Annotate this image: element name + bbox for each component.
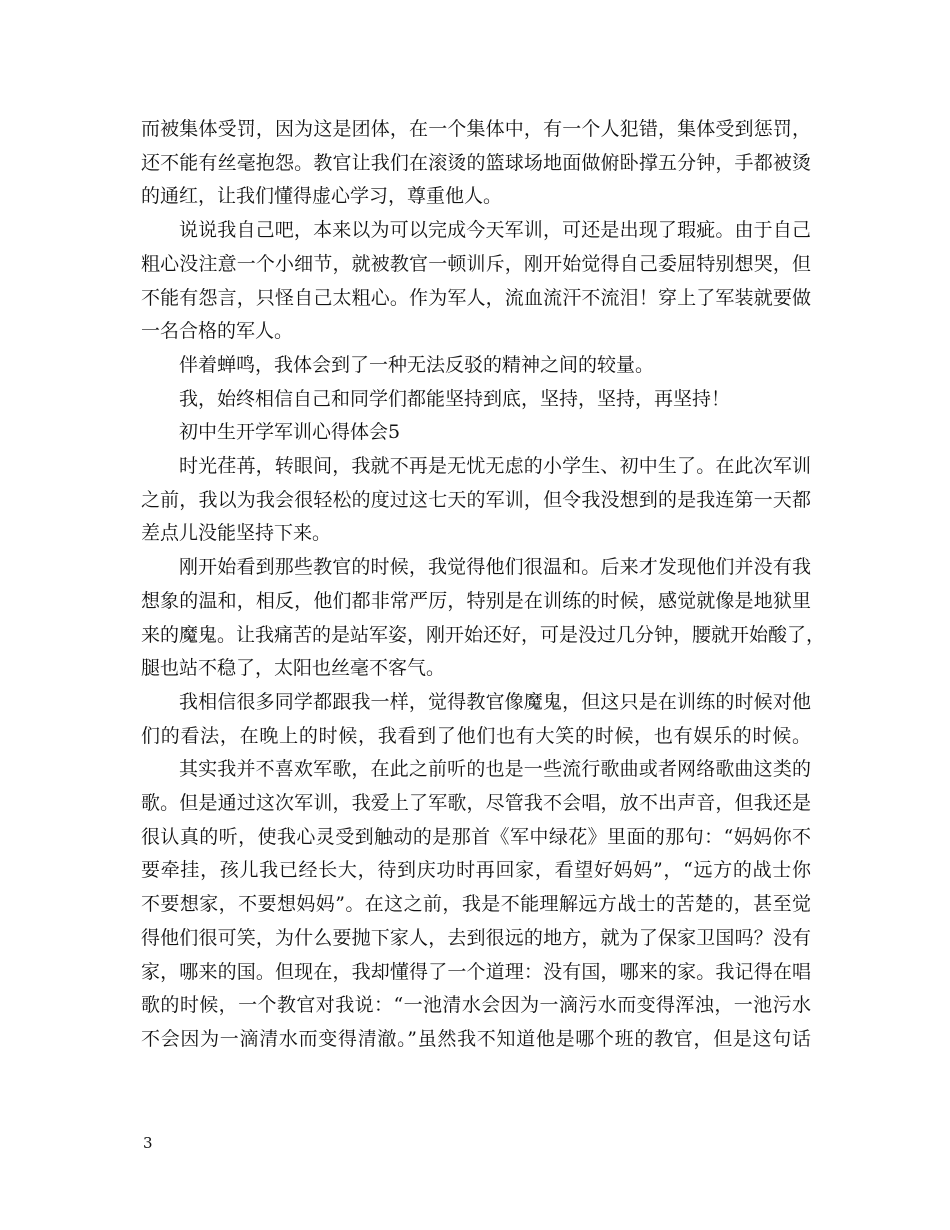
text-line: 之前，我以为我会很轻松的度过这七天的军训，但令我没想到的是我连第一天都 (141, 489, 811, 511)
text-line: 时光荏苒，转眼间，我就不再是无忧无虑的小学生、初中生了。在此次军训 (179, 455, 811, 477)
text-line: 要牵挂，孩儿我已经长大，待到庆功时再回家，看望好妈妈”，“远方的战士你 (141, 859, 811, 881)
text-line: 歌的时候，一个教官对我说：“一池清水会因为一滴污水而变得浑浊，一池污水 (141, 994, 811, 1016)
text-line: 而被集体受罚，因为这是团体，在一个集体中，有一个人犯错，集体受到惩罚， (141, 118, 811, 140)
text-line: 说说我自己吧，本来以为可以完成今天军训，可还是出现了瑕疵。由于自己 (179, 219, 811, 241)
text-line: 腿也站不稳了，太阳也丝毫不客气。 (141, 657, 446, 679)
text-line: 们的看法，在晚上的时候，我看到了他们也有大笑的时候，也有娱乐的时候。 (141, 725, 811, 747)
text-line: 很认真的听，使我心灵受到触动的是那首《军中绿花》里面的那句：“妈妈你不 (141, 826, 811, 848)
text-line: 歌。但是通过这次军训，我爱上了军歌，尽管我不会唱，放不出声音，但我还是 (141, 792, 811, 814)
text-line: 来的魔鬼。让我痛苦的是站军姿，刚开始还好，可是没过几分钟，腰就开始酸了， (141, 624, 826, 646)
text-line: 想象的温和，相反，他们都非常严厉，特别是在训练的时候，感觉就像是地狱里 (141, 590, 811, 612)
text-line: 我相信很多同学都跟我一样，觉得教官像魔鬼，但这只是在训练的时候对他 (179, 691, 811, 713)
page-number: 3 (143, 1134, 153, 1152)
text-line: 差点儿没能坚持下来。 (141, 522, 332, 544)
text-line: 其实我并不喜欢军歌，在此之前听的也是一些流行歌曲或者网络歌曲这类的 (179, 758, 811, 780)
text-line: 的通红，让我们懂得虚心学习，尊重他人。 (141, 185, 503, 207)
text-line: 伴着蝉鸣，我体会到了一种无法反驳的精神之间的较量。 (179, 354, 655, 376)
text-line: 不要想家，不要想妈妈”。在这之前，我是不能理解远方战士的苦楚的，甚至觉 (141, 893, 811, 915)
text-line: 得他们很可笑，为什么要抛下家人，去到很远的地方，就为了保家卫国吗？没有 (141, 927, 811, 949)
text-line: 不会因为一滴清水而变得清澈。”虽然我不知道他是哪个班的教官，但是这句话 (141, 1028, 811, 1050)
text-line: 刚开始看到那些教官的时候，我觉得他们很温和。后来才发现他们并没有我 (179, 556, 811, 578)
text-line: 粗心没注意一个小细节，就被教官一顿训斥，刚开始觉得自己委屈特别想哭，但 (141, 253, 811, 275)
text-line: 不能有怨言，只怪自己太粗心。作为军人，流血流汗不流泪！穿上了军装就要做 (141, 287, 811, 309)
text-line: 一名合格的军人。 (141, 320, 294, 342)
text-line: 初中生开学军训心得体会5 (179, 421, 401, 443)
text-line: 还不能有丝毫抱怨。教官让我们在滚烫的篮球场地面做俯卧撑五分钟，手都被烫 (141, 152, 811, 174)
text-line: 家，哪来的国。但现在，我却懂得了一个道理：没有国，哪来的家。我记得在唱 (141, 961, 811, 983)
text-line: 我，始终相信自己和同学们都能坚持到底，坚持，坚持，再坚持！ (179, 388, 731, 410)
